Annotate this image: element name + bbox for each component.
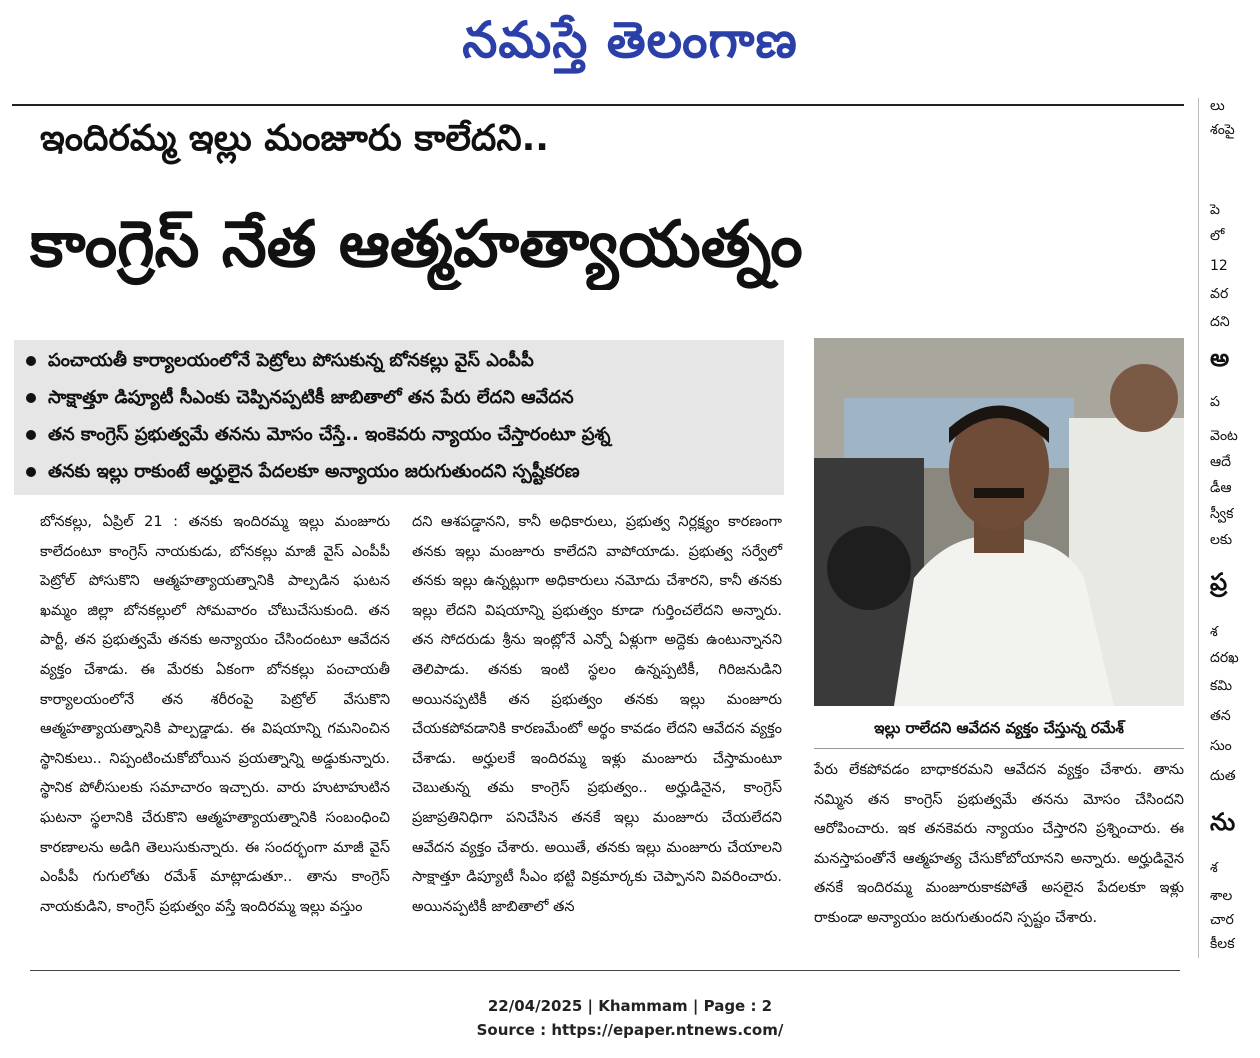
masthead (0, 0, 1260, 82)
article-kicker: ఇందిరమ్మ ఇల్లు మంజూరు కాలేదని.. (40, 118, 549, 159)
sliver-heading: ప్ర (1210, 568, 1228, 596)
sliver-line: వర (1210, 286, 1229, 302)
sliver-line: డీఆ (1210, 480, 1232, 496)
deck-text: తన కాంగ్రెస్‌ ప్రభుత్వమే తనను మోసం చేస్తే.. ఇంకెవరు న్యాయం చేస్తారంటూ ప్రశ్న (48, 424, 611, 445)
sliver-line: శ (1210, 624, 1218, 640)
top-rule (12, 104, 1184, 106)
sliver-line: సుం (1210, 738, 1232, 754)
footer-dateline: 22/04/2025 | Khammam | Page : 2 (487, 997, 773, 1015)
deck-text: తనకు ఇల్లు రాకుంటే అర్హులైన పేదలకూ అన్యాయం జరుగుతుందని స్పష్టీకరణ (48, 461, 580, 482)
deck-text: సాక్షాత్తూ డిప్యూటీ సీఎంకు చెప్పినప్పటికీ జాబితాలో తన పేరు లేదని ఆవేదన (48, 387, 574, 408)
sliver-line: శంపై (1210, 122, 1235, 138)
sliver-line: శాల (1210, 888, 1233, 904)
photo-caption: ఇల్లు రాలేదని ఆవేదన వ్యక్తం చేస్తున్న రమేశ్‌ (874, 719, 1124, 737)
sliver-line: లు (1210, 98, 1225, 114)
deck-item (26, 461, 786, 486)
deck-item (26, 387, 786, 412)
column-divider (1198, 98, 1199, 958)
sliver-line: 12 (1210, 258, 1228, 274)
bullet-icon (26, 393, 36, 403)
body-text: పేరు లేకపోవడం బాధాకరమని ఆవేదన వ్యక్తం చేశారు. తాను నమ్మిన తన కాంగ్రెస్‌ ప్రభుత్వమే తనను మోసం చేసిందని ఆరోపించారు. ఇక తనకెవరు న్యాయం చేస్తారని ప్రశ్నించారు. ఈ మనస్తాపంతోనే ఆత్మహత్య చేసుకోబోయానని అన్నారు. అర్హుడినైన తనకే ఇందిరమ్మ మంజూరుకాకపోతే అసలైన పేదలకూ ఇళ్లు రాకుండా అన్యాయం జరుగుతుందని స్పష్టం చేశారు. (814, 762, 1184, 926)
body-text: బోనకల్లు, ఏప్రిల్‌ 21 : తనకు ఇందిరమ్మ ఇల్లు మంజూరు కాలేదంటూ కాంగ్రెస్‌ నాయకుడు, బోనకల్లు మాజీ వైస్‌ ఎంపీపీ పెట్రోల్‌ పోసుకొని ఆత్మహత్యాయత్నానికి పాల్పడిన ఘటన ఖమ్మం జిల్లా బోనకల్లులో సోమవారం చోటుచేసుకుంది. తన పార్టీ, తన ప్రభుత్వమే తనకు అన్యాయం చేసిందంటూ ఆవేదన వ్యక్తం చేశాడు. ఈ మేరకు ఏకంగా బోనకల్లు పంచాయతీ కార్యాలయంలోనే తన శరీరంపై పెట్రోల్‌ వేసుకొని ఆత్మహత్యాయత్నానికి పాల్పడ్డాడు. ఈ విషయాన్ని గమనించిన స్థానికులు.. నిప్పంటించుకోబోయిన ప్రయత్నాన్ని అడ్డుకున్నారు. స్థానిక పోలీసులకు సమాచారం ఇచ్చారు. వారు హుటాహుటిన ఘటనా స్థలానికి చేరుకొని ఆత్మహత్యాయత్నానికి సంబంధించి కారణాలను అడిగి తెలుసుకున్నారు. ఈ సందర్భంగా మాజీ వైస్‌ ఎంపీపీ గుగులోతు రమేశ్‌ మాట్లాడుతూ.. తాను కాంగ్రెస్‌ నాయకుడిని, కాంగ్రెస్‌ ప్రభుత్వం వస్తే ఇందిరమ్మ ఇల్లు వస్తుం (40, 514, 390, 915)
body-column-3 (814, 756, 1184, 934)
sliver-line: కమి (1210, 678, 1233, 694)
body-column-1 (40, 508, 390, 922)
sliver-line: వెంట (1210, 428, 1238, 444)
sliver-line: శ (1210, 860, 1218, 876)
bottom-rule (30, 970, 1180, 971)
bullet-icon (26, 430, 36, 440)
sliver-line: ఆదే (1210, 454, 1232, 470)
sliver-line: దుత (1210, 768, 1236, 784)
sliver-heading: ను (1210, 808, 1236, 836)
sliver-line: స్వీక (1210, 506, 1234, 522)
caption-rule (814, 748, 1184, 749)
sliver-line: దని (1210, 314, 1230, 330)
sliver-line: కీలక (1210, 936, 1235, 952)
body-text: దని ఆశపడ్డానని, కానీ అధికారులు, ప్రభుత్వ నిర్లక్ష్యం కారణంగా తనకు ఇల్లు మంజూరు కాలేదని వాపోయాడు. ప్రభుత్వ సర్వేలో తనకు ఇల్లు ఉన్నట్లుగా అధికారులు నమోదు చేశారని, కానీ తనకు ఇల్లు లేదని విషయాన్ని ప్రభుత్వం కూడా గుర్తించలేదని అన్నారు. తన సోదరుడు శ్రీను ఇంట్లోనే ఎన్నో ఏళ్లుగా అద్దెకు ఉంటున్నానని తెలిపాడు. తనకు ఇంటి స్థలం ఉన్నప్పటికీ, గిరిజనుడిని అయినప్పటికీ తన ప్రభుత్వం తనకు ఇల్లు మంజూరు చేయకపోవడానికి కారణమేంటో అర్థం కావడం లేదని ఆవేదన వ్యక్తం చేశాడు. అర్హులకే ఇందిరమ్మ ఇళ్లు మంజూరు చేస్తామంటూ చెబుతున్న తమ కాంగ్రెస్‌ ప్రభుత్వం.. అర్హుడినైన, కాంగ్రెస్‌ ప్రజాప్రతినిధిగా పనిచేసిన తనకే ఇల్లు మంజూరు చేయలేదని ఆవేదన వ్యక్తం చేశారు. అయితే, తనకు ఇల్లు మంజూరు చేయాలని సాక్షాత్తూ డిప్యూటీ సీఎం భట్టి విక్రమార్కకు చెప్పానని వివరించారు. అయినప్పటికీ జాబితాలో తన (412, 514, 782, 915)
article-headline: కాంగ్రెస్‌ నేత ఆత్మహత్యాయత్నం (30, 208, 803, 282)
bullet-icon (26, 467, 36, 477)
footer-source[interactable]: Source : https://epaper.ntnews.com/ (476, 1021, 784, 1039)
sliver-line: దరఖ (1210, 650, 1239, 666)
masthead-title: నమస్తే తెలంగాణ (462, 10, 798, 69)
deck-text: పంచాయతీ కార్యాలయంలోనే పెట్రోలు పోసుకున్న బోనకల్లు వైస్‌ ఎంపీపీ (48, 350, 534, 371)
deck-item (26, 424, 786, 449)
page-footer (0, 994, 1260, 1042)
body-column-2 (412, 508, 782, 922)
bullet-icon (26, 356, 36, 366)
sliver-line: లో (1210, 228, 1225, 244)
sliver-line: లకు (1210, 532, 1233, 548)
deck-item (26, 350, 786, 375)
sliver-line: ప (1210, 394, 1220, 410)
news-photo (814, 338, 1184, 706)
deck-box (14, 340, 784, 495)
sliver-heading: అ (1210, 344, 1230, 372)
adjacent-article-sliver (1206, 98, 1260, 958)
sliver-line: పె (1210, 202, 1220, 218)
sliver-line: చార (1210, 912, 1234, 928)
sliver-line: తన (1210, 708, 1231, 724)
